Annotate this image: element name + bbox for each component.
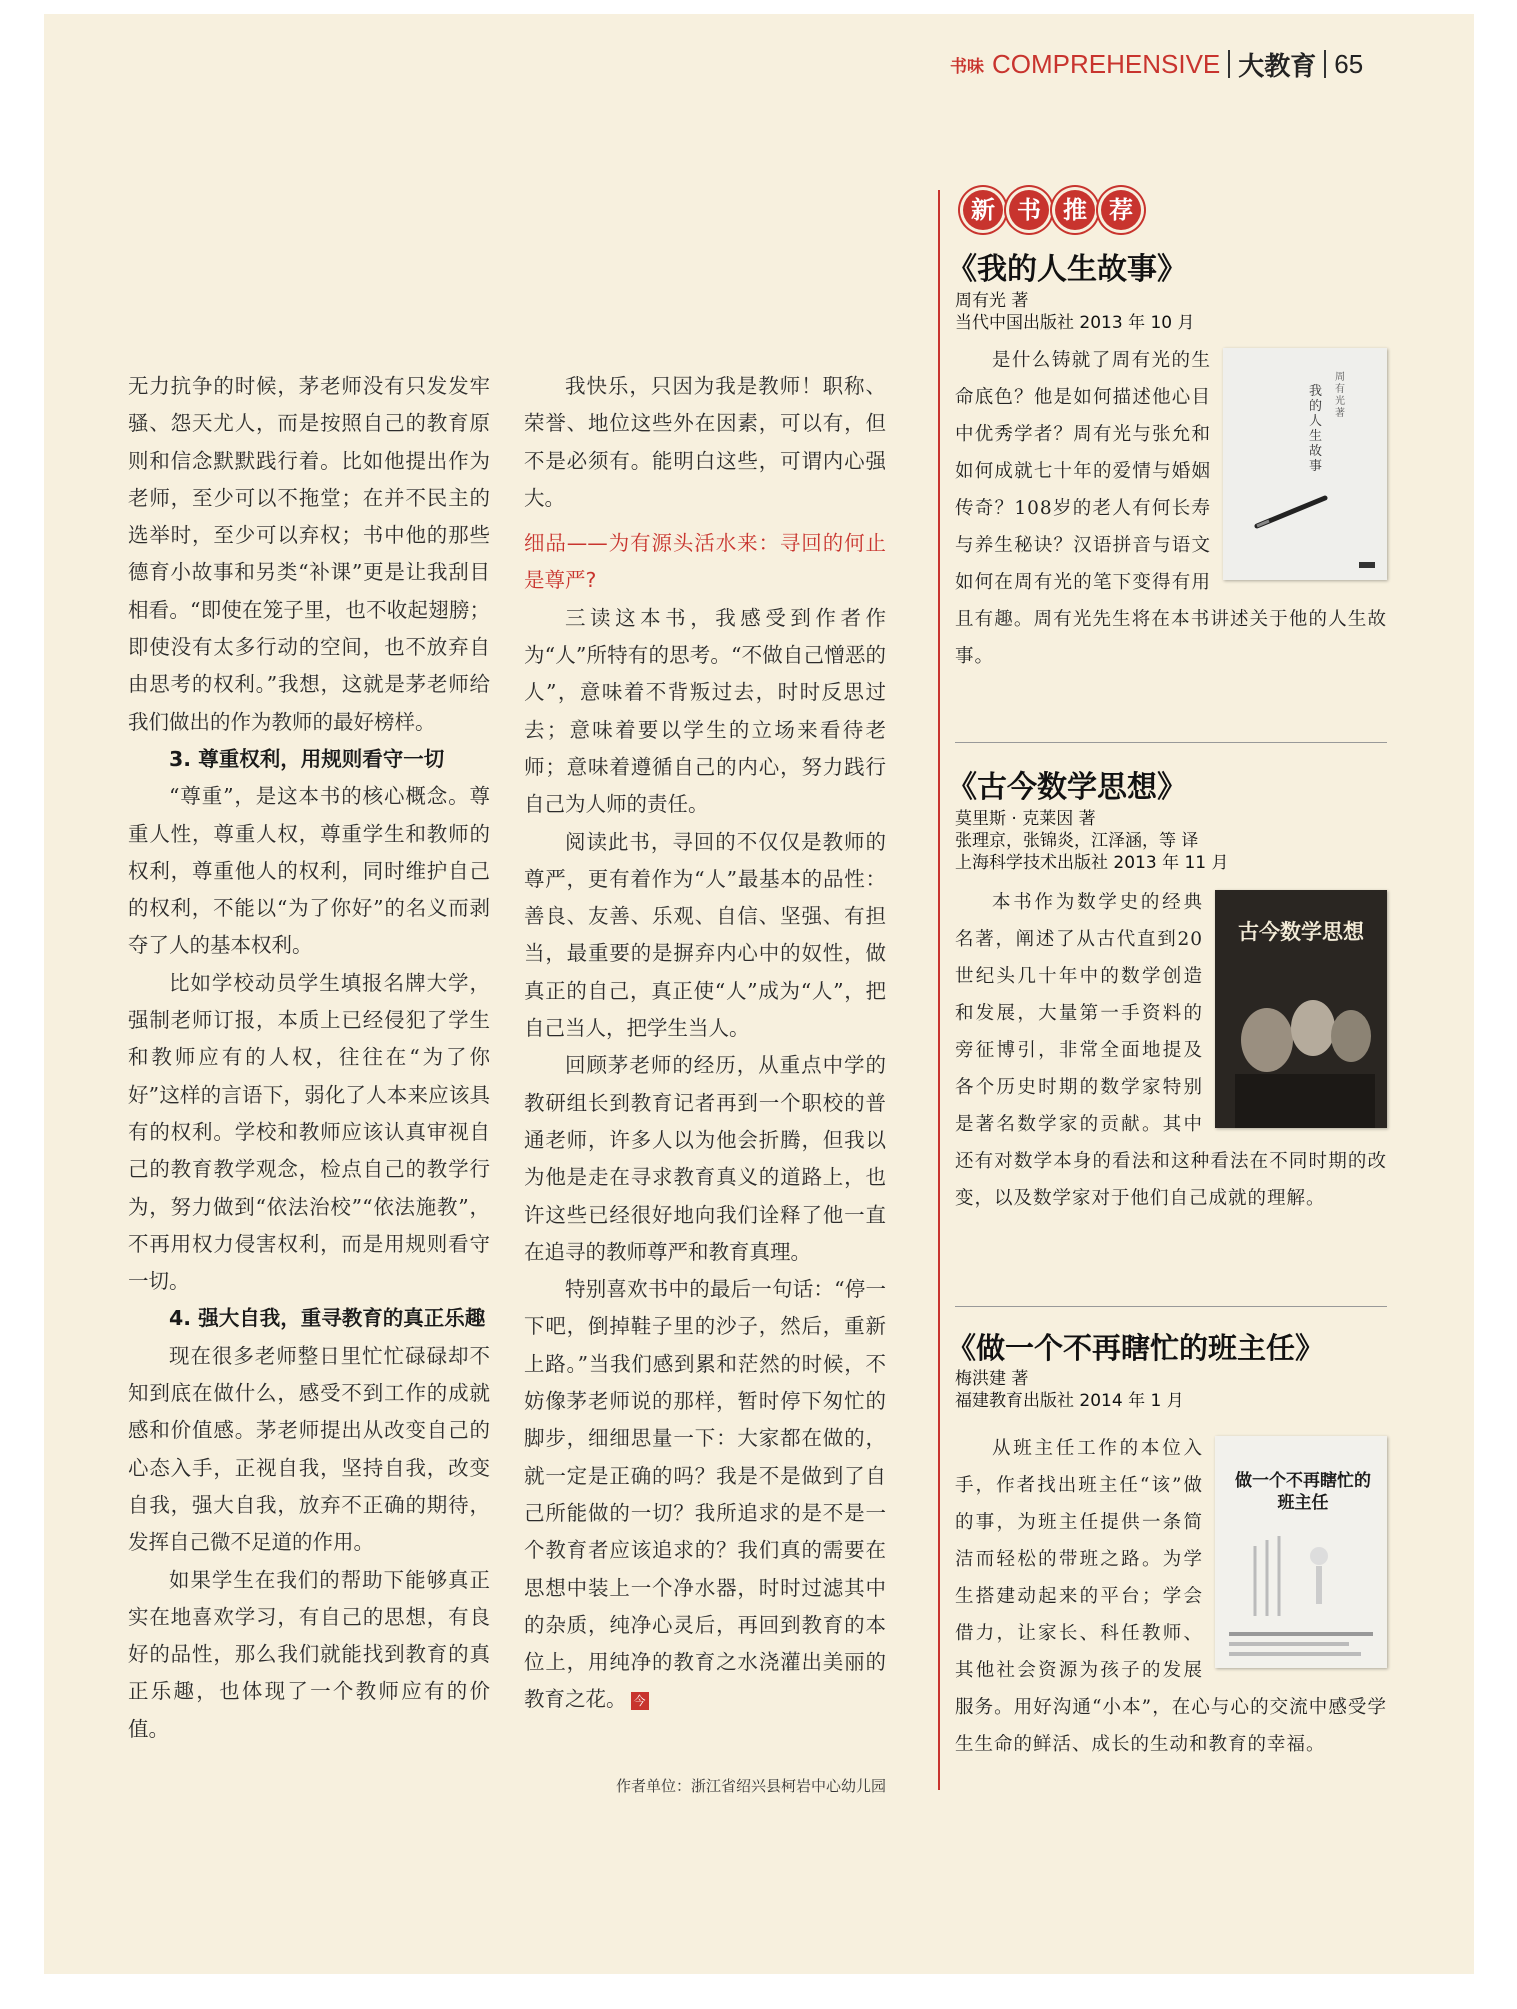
section-label: 书味 — [950, 56, 984, 76]
paragraph: 现在很多老师整日里忙忙碌碌却不知到底在做什么，感受不到工作的成就感和价值感。茅老师提出从改变自己的心态入手，正视自我，坚持自我，改变自我，强大自我，放弃不正确的期待，发挥自己微不足道的作用。 — [128, 1343, 490, 1555]
page-number: 65 — [1334, 48, 1364, 79]
header-divider — [1228, 50, 1230, 78]
pen-illustration-icon — [1223, 348, 1387, 580]
book-title: 《我的人生故事》 — [947, 252, 1187, 287]
book-entry — [947, 1328, 1387, 1763]
page-header — [950, 44, 1363, 84]
paragraph: 比如学校动员学生填报名牌大学，强制老师订报，本质上已经侵犯了学生和教师应有的人权，往往在“为了你好”这样的言语下，弱化了人本来应该具有的权利。学校和教师应该认真审视自己的教育教学观念，检点自己的教学行为，努力做到“依法治校”“依法施教”，不再用权力侵害权利，而是用规则看守一切。 — [128, 970, 490, 1294]
book-description: 本书作为数学史的经典名著，阐述了从古代直到20世纪头几十年中的数学创造和发展，大量第一手资料的旁征博引，非常全面地提及各个历史时期的数学家特别是著名数学家的贡献。其中还有对数学本身的看法和这种看法在不同时期的改变，以及数学家对于他们自己成就的理解。 — [955, 892, 1387, 1209]
magazine-title: 大教育 — [1238, 51, 1317, 82]
book-cover — [1215, 890, 1387, 1128]
book-publisher: 当代中国出版社 2013 年 10 月 — [955, 313, 1195, 333]
book-author: 莫里斯 · 克莱因 著 — [955, 809, 1096, 829]
book-entry — [947, 768, 1387, 1217]
article-column-1 — [128, 368, 490, 1748]
book-publisher: 福建教育出版社 2014 年 1 月 — [955, 1391, 1184, 1411]
paragraph: 三读这本书，我感受到作者作为“人”所特有的思考。“不做自己憎恶的人”，意味着不背叛过去，时时反思过去；意味着要以学生的立场来看待老师；意味着遵循自己的内心，努力践行自己为人师的责任。 — [524, 605, 886, 817]
sidebar-heading — [963, 190, 1387, 230]
cover-title: 古今数学思想 — [1238, 920, 1364, 944]
heading-badge: 书 — [1009, 190, 1049, 230]
sidebar-rule — [938, 190, 940, 1790]
end-mark-icon: 今 — [631, 1692, 649, 1710]
book-entry — [947, 250, 1387, 675]
book-title: 《做一个不再瞎忙的班主任》 — [947, 1331, 1325, 1365]
section-heading: 3. 尊重权利，用规则看守一切 — [169, 746, 445, 771]
portraits-illustration-icon — [1215, 890, 1387, 1128]
category-label: COMPREHENSIVE — [992, 48, 1221, 79]
book-cover — [1215, 1436, 1387, 1668]
book-author: 周有光 著 — [955, 291, 1029, 311]
new-books-sidebar — [947, 190, 1387, 1755]
book-cover — [1223, 348, 1387, 580]
paragraph: 无力抗争的时候，茅老师没有只发发牢骚、怨天尤人，而是按照自己的教育原则和信念默默践行着。比如他提出作为老师，至少可以不拖堂；在并不民主的选举时，至少可以弃权；书中他的那些德育小故事和另类“补课”更是让我刮目相看。“即使在笼子里，也不收起翅膀；即使没有太多行动的空间，也不放弃自由思考的权利。”我想，这就是茅老师给我们做出的作为教师的最好榜样。 — [128, 374, 490, 734]
book-description: 是什么铸就了周有光的生命底色？他是如何描述他心目中优秀学者？周有光与张允和如何成就七十年的爱情与婚姻传奇？108岁的老人有何长寿与养生秘诀？汉语拼音与语文如何在周有光的笔下变得有用且有趣。周有光先生将在本书讲述关于他的人生故事。 — [955, 350, 1387, 667]
author-unit: 作者单位：浙江省绍兴县柯岩中心幼儿园 — [615, 1777, 886, 1795]
heading-badge: 荐 — [1101, 190, 1141, 230]
header-divider — [1324, 50, 1326, 78]
cover-author: 周有光 著 — [1335, 372, 1345, 419]
heading-badge: 推 — [1055, 190, 1095, 230]
book-translators: 张理京，张锦炎，江泽涵，等 译 — [955, 831, 1199, 851]
paragraph: 如果学生在我们的帮助下能够真正实在地喜欢学习，有自己的思想，有良好的品性，那么我们就能找到教育的真正乐趣，也体现了一个教师应有的价值。 — [128, 1567, 490, 1741]
section-heading: 4. 强大自我，重寻教育的真正乐趣 — [169, 1306, 486, 1331]
entry-divider — [955, 1306, 1387, 1307]
paragraph: 阅读此书，寻回的不仅仅是教师的尊严，更有着作为“人”最基本的品性：善良、友善、乐观、自信、坚强、有担当，最重要的是摒弃内心中的奴性，做真正的自己，真正使“人”成为“人”，把自己当人，把学生当人。 — [524, 829, 886, 1041]
heading-badge: 新 — [963, 190, 1003, 230]
cover-title: 做一个不再瞎忙的班主任 — [1235, 1471, 1371, 1513]
paragraph: “尊重”，是这本书的核心概念。尊重人性，尊重人权，尊重学生和教师的权利，尊重他人的权利，同时维护自己的权利，不能以“为了你好”的名义而剥夺了人的基本权利。 — [128, 784, 490, 958]
book-description: 从班主任工作的本位入手，作者找出班主任“该”做的事，为班主任提供一条简洁而轻松的带班之路。为学生搭建动起来的平台；学会借力，让家长、科任教师、其他社会资源为孩子的发展服务。用好沟通“小本”，在心与心的交流中感受学生生命的鲜活、成长的生动和教育的幸福。 — [955, 1438, 1387, 1755]
entry-divider — [955, 742, 1387, 743]
paragraph: 回顾茅老师的经历，从重点中学的教研组长到教育记者再到一个职校的普通老师，许多人以为他会折腾，但我以为他是走在寻求教育真义的道路上，也许这些已经很好地向我们诠释了他一直在追寻的教师尊严和教育真理。 — [524, 1053, 886, 1264]
paragraph — [524, 1271, 886, 1719]
section-heading-red: 细品——为有源头活水来：寻回的何止是尊严? — [524, 531, 886, 593]
book-publisher: 上海科学技术出版社 2013 年 11 月 — [955, 853, 1229, 873]
figure-illustration-icon — [1215, 1436, 1387, 1668]
book-author: 梅洪建 著 — [955, 1369, 1029, 1389]
paragraph-text: 特别喜欢书中的最后一句话：“停一下吧，倒掉鞋子里的沙子，然后，重新上路。”当我们感到累和茫然的时候，不妨像茅老师说的那样，暂时停下匆忙的脚步，细细思量一下：大家都在做的，就一定是正确的吗？我是不是做到了自己所能做的一切？我所追求的是不是一个教育者应该追求的？我们真的需要在思想中装上一个净水器，时时过滤其中的杂质，纯净心灵后，再回到教育的本位上，用纯净的教育之水浇灌出美丽的教育之花。 — [524, 1277, 886, 1712]
article-column-2 — [524, 368, 886, 1719]
cover-title: 我的人生故事 — [1309, 384, 1323, 474]
paragraph: 我快乐，只因为我是教师！职称、荣誉、地位这些外在因素，可以有，但不是必须有。能明白这些，可谓内心强大。 — [524, 374, 886, 510]
book-title: 《古今数学思想》 — [947, 770, 1187, 805]
